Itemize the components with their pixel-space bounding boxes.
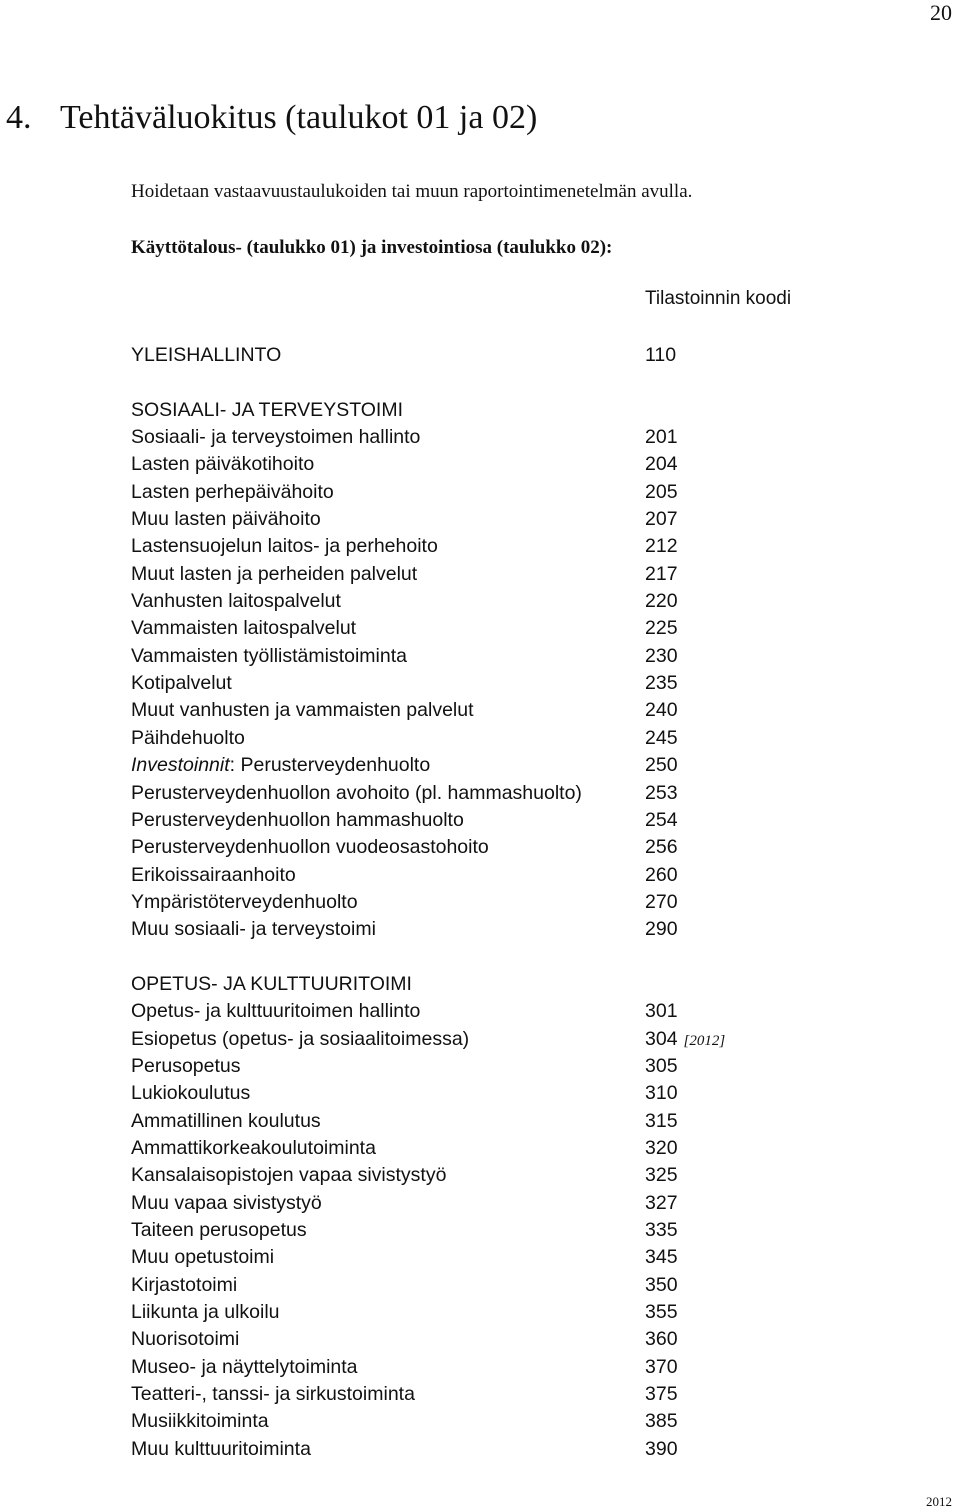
row-code-value: 290 <box>645 918 678 941</box>
row-code-value: 201 <box>645 426 678 449</box>
spacer <box>131 944 831 971</box>
list-row <box>131 1026 831 1053</box>
intro-text: Hoidetaan vastaavuustaulukoiden tai muun raportointimenetelmän avulla. <box>131 181 693 202</box>
row-code: 110 <box>645 344 677 366</box>
list-row-yleishallinto <box>131 342 831 369</box>
group-heading-label: SOSIAALI- JA TERVEYSTOIMI <box>131 398 404 421</box>
row-code-value: 350 <box>645 1273 678 1296</box>
row-code-value: 204 <box>645 453 678 476</box>
row-code-value: 245 <box>645 726 678 749</box>
row-code <box>645 561 678 588</box>
row-code <box>645 670 678 697</box>
row-code-value: 220 <box>645 590 678 613</box>
row-label: Taiteen perusopetus <box>131 1219 307 1241</box>
list-row <box>131 451 831 478</box>
list-row <box>131 1162 831 1189</box>
row-label: Perusopetus <box>131 1054 241 1077</box>
row-label: YLEISHALLINTO <box>131 344 282 366</box>
row-label: Vammaisten laitospalvelut <box>131 617 357 640</box>
opetus-rows <box>131 998 831 1463</box>
group-heading-label: OPETUS- JA KULTTUURITOIMI <box>131 972 412 995</box>
row-label: Lasten päiväkotihoito <box>131 453 315 476</box>
row-code <box>645 807 678 834</box>
row-code-value: 355 <box>645 1301 678 1324</box>
list-row <box>131 643 831 670</box>
row-code-value: 370 <box>645 1355 678 1378</box>
list-row <box>131 889 831 916</box>
row-code-value: 375 <box>645 1383 678 1406</box>
row-label: Vammaisten työllistämistoiminta <box>131 644 407 667</box>
list-row <box>131 697 831 724</box>
list-row <box>131 533 831 560</box>
list-row <box>131 615 831 642</box>
row-code-value: 270 <box>645 890 678 913</box>
row-code-value: 305 <box>645 1054 678 1077</box>
list-row-investoinnit <box>131 752 831 779</box>
row-code-value: 205 <box>645 480 678 503</box>
group-heading-sosiaali <box>131 397 831 424</box>
row-label: Ympäristöterveydenhuolto <box>131 890 358 913</box>
row-label: Teatteri-, tanssi- ja sirkustoiminta <box>131 1383 415 1406</box>
row-label: Museo- ja näyttelytoiminta <box>131 1355 358 1378</box>
list-row <box>131 1299 831 1326</box>
row-label: Opetus- ja kulttuuritoimen hallinto <box>131 1000 421 1023</box>
row-code <box>645 1217 684 1246</box>
row-label: Vanhusten laitospalvelut <box>131 590 341 613</box>
row-code <box>645 1272 684 1301</box>
row-code <box>645 1299 684 1328</box>
row-label: Muut vanhusten ja vammaisten palvelut <box>131 699 474 722</box>
list-row <box>131 1326 831 1353</box>
group-heading-opetus <box>131 971 831 998</box>
row-label: Muu kulttuuritoiminta <box>131 1437 311 1460</box>
list-row <box>131 916 831 943</box>
row-label: Musiikkitoiminta <box>131 1410 269 1433</box>
row-label: Esiopetus (opetus- ja sosiaalitoimessa) <box>131 1027 470 1050</box>
row-code-value: 235 <box>645 672 678 695</box>
row-label: Lukiokoulutus <box>131 1082 251 1105</box>
list-row <box>131 479 831 506</box>
list-row <box>131 670 831 697</box>
row-code <box>645 1135 684 1164</box>
row-code-value: 304 <box>645 1027 678 1050</box>
row-code <box>645 1053 684 1082</box>
list-row <box>131 780 831 807</box>
investoinnit-rest: : Perusterveydenhuolto <box>229 754 431 777</box>
section-number: 4. <box>6 99 32 136</box>
row-code-value: 207 <box>645 508 678 531</box>
row-code-value: 240 <box>645 699 678 722</box>
row-code <box>645 1244 684 1273</box>
row-code <box>645 916 678 943</box>
row-label: Muu opetustoimi <box>131 1246 275 1269</box>
row-code <box>645 506 678 533</box>
row-label: Muu sosiaali- ja terveystoimi <box>131 918 376 941</box>
row-label: Kirjastotoimi <box>131 1273 238 1296</box>
list-row <box>131 1408 831 1435</box>
row-code <box>645 1436 684 1465</box>
row-label: Muut lasten ja perheiden palvelut <box>131 562 418 585</box>
row-label: Perusterveydenhuollon avohoito (pl. hammashuolto) <box>131 781 582 804</box>
list-row <box>131 1190 831 1217</box>
row-label: Liikunta ja ulkoilu <box>131 1301 280 1324</box>
list-row <box>131 1217 831 1244</box>
row-code-value: 360 <box>645 1328 678 1351</box>
row-code <box>645 1080 684 1109</box>
row-code <box>645 1026 725 1055</box>
section-heading <box>6 98 537 138</box>
list-row <box>131 834 831 861</box>
row-code-value: 310 <box>645 1082 678 1105</box>
list-row <box>131 1053 831 1080</box>
spacer <box>131 369 831 396</box>
row-code-value: 325 <box>645 1164 678 1187</box>
row-code-value: 385 <box>645 1410 678 1433</box>
list-row <box>131 506 831 533</box>
row-code <box>645 862 678 889</box>
row-label: Perusterveydenhuollon vuodeosastohoito <box>131 836 489 859</box>
row-label: Kansalaisopistojen vapaa sivistystyö <box>131 1164 447 1187</box>
list-row <box>131 998 831 1025</box>
row-code-value: 315 <box>645 1109 678 1132</box>
row-label: Erikoissairaanhoito <box>131 863 296 886</box>
row-code <box>645 451 678 478</box>
row-code-value: 320 <box>645 1136 678 1159</box>
row-code-value: 254 <box>645 808 678 831</box>
list-row <box>131 1272 831 1299</box>
row-label <box>131 752 430 779</box>
row-code <box>645 725 678 752</box>
row-label: Lasten perhepäivähoito <box>131 480 334 503</box>
row-code-value: 230 <box>645 644 678 667</box>
row-code <box>645 643 678 670</box>
list-row <box>131 1436 831 1463</box>
list-row <box>131 561 831 588</box>
list-row <box>131 1108 831 1135</box>
row-code <box>645 615 678 642</box>
list-row <box>131 424 831 451</box>
list-row <box>131 862 831 889</box>
row-label: Muu vapaa sivistystyö <box>131 1191 322 1214</box>
subtitle: Käyttötalous- (taulukko 01) ja investointiosa (taulukko 02): <box>131 237 613 258</box>
row-code <box>645 1190 684 1219</box>
row-label: Ammatillinen koulutus <box>131 1109 321 1132</box>
row-label: Päihdehuolto <box>131 726 245 749</box>
row-code-value: 225 <box>645 617 678 640</box>
row-code <box>645 1381 684 1410</box>
column-header-code: Tilastoinnin koodi <box>645 288 792 309</box>
row-label: Nuorisotoimi <box>131 1328 240 1351</box>
sosiaali-rows-2 <box>131 780 831 944</box>
row-code <box>645 889 678 916</box>
row-code <box>645 588 678 615</box>
row-code <box>645 1354 684 1383</box>
row-code <box>645 533 678 560</box>
row-label: Ammattikorkeakoulutoiminta <box>131 1136 376 1159</box>
investoinnit-prefix: Investoinnit <box>131 754 230 777</box>
row-label: Kotipalvelut <box>131 672 232 695</box>
row-code-value: 327 <box>645 1191 678 1214</box>
page-number: 20 <box>930 0 952 25</box>
list-row <box>131 725 831 752</box>
classification-list <box>131 342 831 1463</box>
row-code <box>645 1326 684 1355</box>
row-code-value: 260 <box>645 863 678 886</box>
row-label: Muu lasten päivähoito <box>131 508 321 531</box>
row-code-value: 256 <box>645 836 678 859</box>
row-code <box>645 479 678 506</box>
row-code <box>645 780 678 807</box>
row-code-value: 390 <box>645 1437 678 1460</box>
row-label: Perusterveydenhuollon hammashuolto <box>131 808 464 831</box>
row-code <box>645 1408 684 1437</box>
row-code-value: 212 <box>645 535 678 558</box>
row-code <box>645 424 678 451</box>
row-code-value: 345 <box>645 1246 678 1269</box>
list-row <box>131 588 831 615</box>
row-code <box>645 697 678 724</box>
footer-year: 2012 <box>926 1494 952 1509</box>
row-code-value: 335 <box>645 1219 678 1241</box>
row-note: [2012] <box>683 1032 726 1049</box>
row-code-value: 217 <box>645 562 678 585</box>
list-row <box>131 1135 831 1162</box>
row-code <box>645 834 678 861</box>
row-code: 250 <box>645 754 678 777</box>
row-code <box>645 1162 684 1191</box>
row-code <box>645 998 684 1027</box>
row-code-value: 301 <box>645 1000 678 1023</box>
row-code <box>645 1108 684 1137</box>
list-row <box>131 1080 831 1107</box>
list-row <box>131 807 831 834</box>
row-code-value: 253 <box>645 781 678 804</box>
row-label: Lastensuojelun laitos- ja perhehoito <box>131 535 438 558</box>
list-row <box>131 1354 831 1381</box>
list-row <box>131 1244 831 1271</box>
row-label: Sosiaali- ja terveystoimen hallinto <box>131 426 421 449</box>
sosiaali-rows <box>131 424 831 752</box>
list-row <box>131 1381 831 1408</box>
section-title: Tehtäväluokitus (taulukot 01 ja 02) <box>60 99 538 136</box>
